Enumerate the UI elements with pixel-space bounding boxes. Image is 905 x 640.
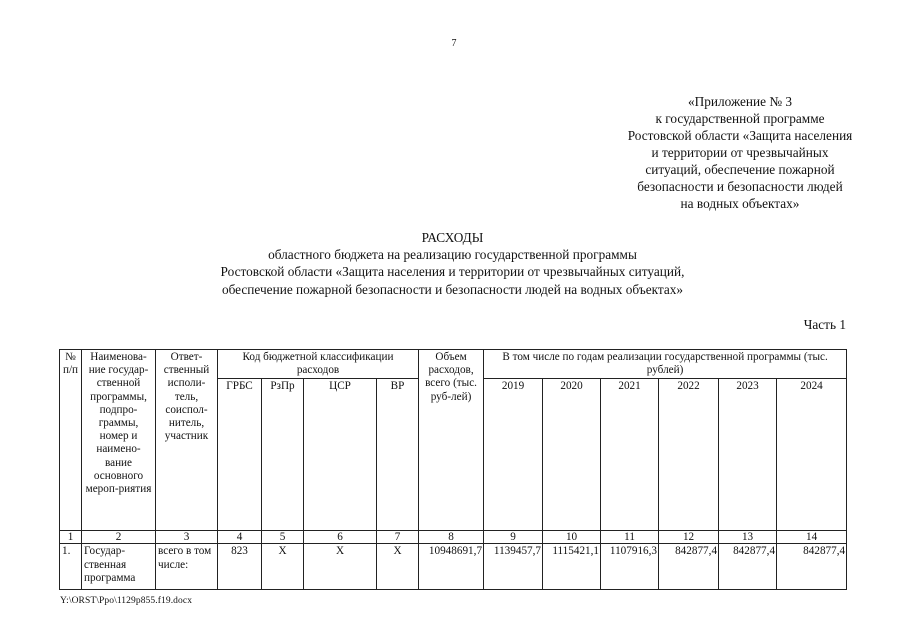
file-path-footer: Y:\ORST\Ppo\1129p855.f19.docx bbox=[60, 596, 193, 606]
header-year: 2024 bbox=[777, 379, 847, 531]
annex-line: к государственной программе bbox=[655, 111, 825, 126]
column-number: 8 bbox=[419, 531, 484, 544]
row-year-value: 1139457,7 bbox=[484, 544, 543, 590]
header-year: 2021 bbox=[601, 379, 659, 531]
column-number: 9 bbox=[484, 531, 543, 544]
column-number: 13 bbox=[719, 531, 777, 544]
column-number-row bbox=[60, 531, 847, 544]
annex-line: Ростовской области «Защита населения bbox=[627, 128, 853, 143]
header-year: 2022 bbox=[659, 379, 719, 531]
row-vr: Х bbox=[377, 544, 419, 590]
header-row bbox=[60, 350, 847, 379]
document-heading bbox=[150, 229, 755, 298]
header-budget-code: Код бюджетной классификации расходов bbox=[218, 350, 419, 379]
column-number: 1 bbox=[60, 531, 82, 544]
header-num: № п/п bbox=[60, 350, 82, 531]
row-total: 10948691,7 bbox=[419, 544, 484, 590]
column-number: 14 bbox=[777, 531, 847, 544]
part-label: Часть 1 bbox=[803, 317, 846, 332]
row-year-value: 1115421,1 bbox=[543, 544, 601, 590]
document-title: РАСХОДЫ bbox=[421, 230, 484, 245]
header-year: 2023 bbox=[719, 379, 777, 531]
column-number: 11 bbox=[601, 531, 659, 544]
column-number: 4 bbox=[218, 531, 262, 544]
row-csr: Х bbox=[304, 544, 377, 590]
row-num: 1. bbox=[60, 544, 82, 590]
annex-line: «Приложение № 3 bbox=[688, 94, 792, 109]
column-number: 6 bbox=[304, 531, 377, 544]
row-year-value: 842877,4 bbox=[777, 544, 847, 590]
header-csr: ЦСР bbox=[304, 379, 377, 531]
annex-note bbox=[570, 93, 905, 212]
row-year-value: 842877,4 bbox=[719, 544, 777, 590]
column-number: 10 bbox=[543, 531, 601, 544]
page-number: 7 bbox=[451, 38, 457, 49]
annex-line: ситуаций, обеспечение пожарной bbox=[645, 162, 835, 177]
column-number: 7 bbox=[377, 531, 419, 544]
heading-line: Ростовской области «Защита населения и территории от чрезвычайных ситуаций, bbox=[220, 264, 685, 280]
header-year: 2019 bbox=[484, 379, 543, 531]
header-responsible: Ответ-ственный исполи-тель, соиспол-нитель, участник bbox=[156, 350, 218, 531]
header-rzpr: РзПр bbox=[262, 379, 304, 531]
annex-line: на водных объектах» bbox=[680, 196, 800, 211]
row-year-value: 1107916,3 bbox=[601, 544, 659, 590]
expenses-table bbox=[59, 349, 847, 590]
header-volume: Объем расходов, всего (тыс. руб-лей) bbox=[419, 350, 484, 531]
header-name: Наименова-ние государ-ственной программы, подпро-граммы, номер и наимено-вание основного мероп-риятия bbox=[82, 350, 156, 531]
row-name: Государ-ственная программа bbox=[82, 544, 156, 590]
annex-line: безопасности и безопасности людей bbox=[637, 179, 843, 194]
header-years-group: В том числе по годам реализации государственной программы (тыс. рублей) bbox=[484, 350, 847, 379]
column-number: 12 bbox=[659, 531, 719, 544]
heading-line: областного бюджета на реализацию государственной программы bbox=[268, 247, 637, 263]
column-number: 3 bbox=[156, 531, 218, 544]
column-number: 2 bbox=[82, 531, 156, 544]
row-rzpr: Х bbox=[262, 544, 304, 590]
header-vr: ВР bbox=[377, 379, 419, 531]
annex-line: и территории от чрезвычайных bbox=[651, 145, 829, 160]
row-year-value: 842877,4 bbox=[659, 544, 719, 590]
column-number: 5 bbox=[262, 531, 304, 544]
heading-line: обеспечение пожарной безопасности и безопасности людей на водных объектах» bbox=[221, 281, 684, 297]
header-grbs: ГРБС bbox=[218, 379, 262, 531]
table-row bbox=[60, 544, 847, 590]
row-responsible: всего в том числе: bbox=[156, 544, 218, 590]
row-grbs: 823 bbox=[218, 544, 262, 590]
header-year: 2020 bbox=[543, 379, 601, 531]
